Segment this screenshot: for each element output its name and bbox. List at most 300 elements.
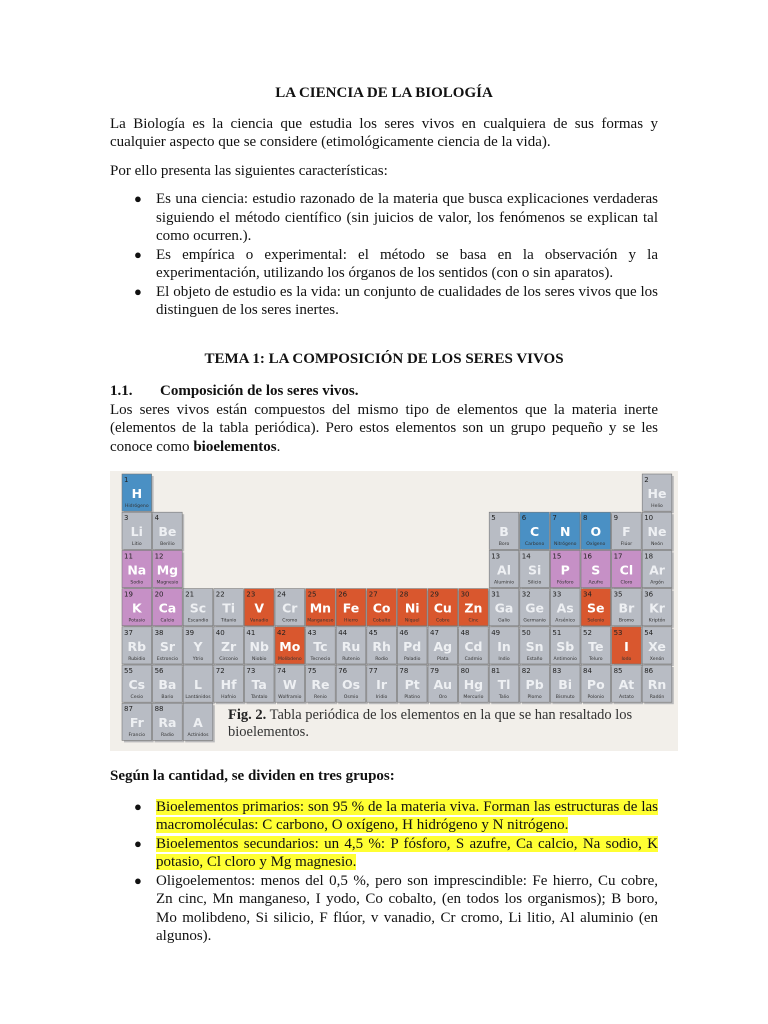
svg-text:Estaño: Estaño	[526, 656, 543, 662]
svg-text:Rutenio: Rutenio	[342, 656, 360, 662]
svg-text:Calcio: Calcio	[160, 618, 175, 624]
svg-text:Te: Te	[588, 638, 604, 654]
document-content	[110, 84, 667, 946]
svg-text:28: 28	[399, 590, 409, 599]
element-tile-Hg	[459, 665, 491, 704]
element-tile-A	[183, 703, 215, 742]
svg-text:Mo: Mo	[279, 638, 301, 654]
list-item	[134, 835, 658, 872]
bullet-icon: ●	[134, 798, 142, 814]
document-title: LA CIENCIA DE LA BIOLOGÍA	[275, 85, 493, 101]
element-tile-Po	[581, 665, 613, 704]
svg-text:F: F	[622, 524, 631, 540]
bioelementos-term: bioelementos	[193, 438, 277, 455]
element-tile-C	[520, 512, 552, 551]
svg-text:Wolframio: Wolframio	[278, 695, 302, 700]
svg-text:Argón: Argón	[650, 580, 664, 586]
svg-text:3: 3	[124, 514, 129, 523]
svg-text:88: 88	[154, 705, 164, 714]
svg-text:83: 83	[552, 667, 562, 675]
svg-text:S: S	[591, 562, 601, 578]
element-tile-Ag	[428, 627, 460, 666]
svg-text:Osmio: Osmio	[343, 695, 359, 700]
svg-text:Hf: Hf	[220, 677, 237, 692]
svg-text:Ti: Ti	[222, 600, 236, 616]
svg-text:Antimonio: Antimonio	[553, 656, 577, 662]
svg-text:42: 42	[277, 628, 286, 637]
svg-text:Ge: Ge	[525, 600, 544, 616]
svg-text:79: 79	[430, 667, 439, 675]
topic-heading: TEMA 1: LA COMPOSICIÓN DE LOS SERES VIVOS	[204, 350, 564, 367]
svg-text:Silicio: Silicio	[527, 580, 542, 586]
svg-text:V: V	[254, 600, 265, 616]
element-tile-Ga	[489, 589, 521, 628]
element-tile-Fe	[336, 589, 368, 628]
svg-text:Teluro: Teluro	[588, 656, 603, 662]
svg-text:50: 50	[521, 628, 531, 637]
svg-text:Circonio: Circonio	[219, 656, 238, 662]
svg-text:Vanadio: Vanadio	[250, 618, 269, 624]
svg-text:Rubidio: Rubidio	[128, 656, 146, 662]
svg-text:Mg: Mg	[156, 562, 179, 578]
svg-text:Escandio: Escandio	[187, 618, 209, 624]
intro-characteristics-lead: Por ello presenta las siguientes características:	[110, 162, 388, 179]
element-tile-Ir	[367, 665, 399, 704]
svg-text:Tecnecio: Tecnecio	[310, 656, 331, 662]
svg-text:Au: Au	[433, 677, 453, 692]
svg-text:44: 44	[338, 628, 348, 637]
svg-text:He: He	[647, 486, 667, 501]
element-tile-L	[183, 665, 215, 704]
svg-text:Cs: Cs	[128, 677, 146, 692]
svg-text:H: H	[131, 486, 143, 501]
svg-text:Br: Br	[618, 600, 635, 616]
svg-text:15: 15	[552, 552, 562, 561]
element-tile-Pb	[520, 665, 552, 704]
svg-text:Ar: Ar	[649, 562, 665, 578]
element-tile-Mn	[306, 589, 338, 628]
element-tile-Ba	[153, 665, 185, 704]
svg-text:Francio: Francio	[128, 733, 146, 739]
svg-text:32: 32	[521, 590, 531, 599]
svg-text:Galio: Galio	[498, 618, 510, 624]
element-tile-Au	[428, 665, 460, 704]
svg-text:54: 54	[644, 628, 654, 637]
element-tile-Ta	[244, 665, 276, 704]
svg-text:1: 1	[124, 476, 129, 484]
svg-text:Nb: Nb	[249, 638, 269, 654]
element-tile-Mo	[275, 627, 307, 666]
svg-text:Mn: Mn	[309, 600, 332, 616]
list-item: ● El objeto de estudio es la vida: un conjunto de cualidades de los seres vivos que los distinguen de los seres inertes.	[134, 283, 658, 318]
element-tile-Te	[581, 627, 613, 666]
svg-text:Hafnio: Hafnio	[221, 695, 237, 700]
svg-text:Actínidos: Actínidos	[187, 733, 209, 739]
svg-text:Fósforo: Fósforo	[556, 580, 574, 586]
svg-text:Xenón: Xenón	[649, 656, 665, 662]
svg-text:Cadmio: Cadmio	[464, 656, 483, 662]
element-tile-Ru	[336, 627, 368, 666]
svg-text:Sn: Sn	[525, 638, 544, 654]
svg-text:Plomo: Plomo	[527, 695, 542, 700]
element-tile-Ge	[520, 589, 552, 628]
element-tile-Nb	[244, 627, 276, 666]
svg-text:Bario: Bario	[161, 695, 174, 700]
svg-text:P: P	[560, 562, 570, 578]
svg-text:Fr: Fr	[129, 715, 144, 731]
element-tile-B	[489, 512, 521, 551]
element-tile-In	[489, 627, 521, 666]
svg-text:Cloro: Cloro	[620, 580, 633, 586]
svg-text:Iodo: Iodo	[621, 656, 632, 662]
svg-text:Talio: Talio	[498, 695, 510, 700]
element-tile-Rn	[642, 665, 674, 704]
svg-text:21: 21	[185, 590, 195, 599]
element-tile-Sn	[520, 627, 552, 666]
svg-text:Titanio: Titanio	[220, 618, 237, 624]
svg-text:51: 51	[552, 628, 562, 637]
svg-text:40: 40	[215, 628, 225, 637]
element-tile-K	[122, 589, 154, 628]
svg-text:Ag: Ag	[433, 638, 453, 654]
svg-text:Be: Be	[158, 524, 177, 540]
svg-text:33: 33	[552, 590, 562, 599]
element-tile-Si	[520, 550, 552, 589]
svg-text:Pb: Pb	[525, 677, 544, 692]
element-tile-S	[581, 550, 613, 589]
svg-text:48: 48	[460, 628, 470, 637]
svg-text:Pt: Pt	[404, 677, 420, 692]
svg-text:4: 4	[154, 514, 160, 523]
svg-text:Magnesio: Magnesio	[156, 580, 179, 586]
element-tile-Xe	[642, 627, 674, 666]
svg-text:8: 8	[583, 514, 588, 523]
svg-text:Fe: Fe	[342, 600, 360, 616]
svg-text:43: 43	[307, 628, 317, 637]
list-item: ● Oligoelementos: menos del 0,5 %, pero son imprescindible: Fe hierro, Cu cobre, Zn cinc, Mn manganeso, I yodo, Co cobalto, (en todos los organismos); B boro, Mo molibdeno, Si silicio, F flúor, v vanadio, Cr cromo, Li litio, Al aluminio (en algunos).	[134, 872, 658, 944]
svg-text:Ru: Ru	[341, 638, 361, 654]
bullet-icon: ●	[134, 835, 142, 851]
svg-text:Hg: Hg	[463, 677, 484, 692]
svg-text:K: K	[131, 600, 142, 616]
bullet-icon: ●	[134, 246, 142, 262]
highlighted-text: Bioelementos primarios: son 95 % de la materia viva. Forman las estructuras de las macromoléculas: C carbono, O oxígeno, H hidrógeno y N nitrógeno.	[156, 798, 658, 833]
svg-text:Cromo: Cromo	[282, 618, 298, 624]
svg-text:Si: Si	[527, 562, 542, 578]
svg-text:N: N	[559, 524, 571, 540]
element-tile-Hf	[214, 665, 246, 704]
svg-text:Ca: Ca	[158, 600, 177, 616]
element-tile-Na	[122, 550, 154, 589]
svg-text:Iridio: Iridio	[375, 695, 388, 700]
element-tile-Sc	[183, 589, 215, 628]
svg-text:Cobre: Cobre	[436, 618, 450, 624]
svg-text:Cesio: Cesio	[130, 695, 144, 700]
svg-text:Bi: Bi	[558, 677, 573, 692]
element-tile-I	[612, 627, 644, 666]
svg-text:Azufre: Azufre	[588, 580, 604, 586]
svg-text:Pd: Pd	[403, 638, 422, 654]
svg-text:10: 10	[644, 514, 654, 523]
svg-text:27: 27	[368, 590, 378, 599]
element-tile-W	[275, 665, 307, 704]
svg-text:76: 76	[338, 667, 348, 675]
element-tile-Mg	[153, 550, 185, 589]
svg-text:41: 41	[246, 628, 256, 637]
svg-text:78: 78	[399, 667, 409, 675]
svg-text:55: 55	[124, 667, 133, 675]
svg-text:87: 87	[124, 705, 133, 714]
svg-text:Ir: Ir	[376, 677, 388, 692]
highlighted-text: Bioelementos secundarios: un 4,5 %: P fósforo, S azufre, Ca calcio, Na sodio, K potasio, Cl cloro y Mg magnesio.	[156, 835, 658, 870]
svg-text:84: 84	[583, 667, 592, 675]
svg-text:Al: Al	[497, 562, 511, 578]
element-tile-Rb	[122, 627, 154, 666]
svg-text:2: 2	[644, 476, 649, 484]
svg-text:19: 19	[124, 590, 133, 599]
svg-text:47: 47	[430, 628, 439, 637]
element-tile-Al	[489, 550, 521, 589]
svg-text:Estroncio: Estroncio	[156, 656, 179, 662]
characteristics-list	[110, 190, 658, 320]
svg-text:Níquel: Níquel	[404, 618, 420, 624]
element-tile-Ti	[214, 589, 246, 628]
svg-text:6: 6	[521, 514, 527, 523]
svg-text:Ne: Ne	[647, 524, 667, 540]
svg-text:Ra: Ra	[158, 715, 177, 731]
svg-text:45: 45	[368, 628, 378, 637]
element-tile-F	[612, 512, 644, 551]
element-tile-Sb	[550, 627, 582, 666]
svg-text:Germanio: Germanio	[523, 618, 546, 624]
svg-text:74: 74	[277, 667, 286, 675]
element-tile-Tc	[306, 627, 338, 666]
svg-text:20: 20	[154, 590, 164, 599]
svg-text:Hidrógeno: Hidrógeno	[124, 504, 149, 509]
svg-text:Tc: Tc	[313, 638, 328, 654]
element-tile-Zr	[214, 627, 246, 666]
svg-text:81: 81	[491, 667, 501, 675]
svg-text:Bismuto: Bismuto	[555, 695, 575, 700]
svg-text:Lantánidos: Lantánidos	[185, 695, 211, 700]
groups-heading: Según la cantidad, se dividen en tres grupos:	[110, 768, 395, 784]
svg-text:Cl: Cl	[619, 562, 634, 578]
element-tile-Y	[183, 627, 215, 666]
element-tile-Os	[336, 665, 368, 704]
svg-text:B: B	[499, 524, 509, 540]
svg-text:Boro: Boro	[498, 542, 510, 548]
figure-caption: Fig. 2. Tabla periódica de los elementos en la que se han resaltado los bioelementos.	[228, 707, 633, 740]
svg-text:Arsénico: Arsénico	[555, 618, 576, 624]
svg-text:Li: Li	[130, 524, 143, 540]
svg-text:Sr: Sr	[159, 638, 175, 654]
svg-text:Tántalo: Tántalo	[250, 695, 268, 700]
svg-text:56: 56	[154, 667, 164, 675]
svg-text:Berilio: Berilio	[160, 542, 175, 548]
svg-text:Radón: Radón	[649, 695, 665, 700]
svg-text:Zr: Zr	[220, 638, 237, 654]
svg-text:Cd: Cd	[464, 638, 483, 654]
bullet-icon: ●	[134, 283, 142, 299]
element-tile-Li	[122, 512, 154, 551]
svg-text:11: 11	[124, 552, 133, 561]
element-tile-Tl	[489, 665, 521, 704]
element-tile-Pd	[397, 627, 429, 666]
element-tile-Se	[581, 589, 613, 628]
svg-text:Rh: Rh	[372, 638, 391, 654]
svg-text:35: 35	[613, 590, 623, 599]
svg-text:I: I	[624, 638, 629, 654]
periodic-table-figure	[110, 471, 678, 751]
svg-text:Rb: Rb	[127, 638, 147, 654]
svg-text:Neón: Neón	[651, 542, 663, 548]
svg-text:7: 7	[552, 514, 557, 523]
svg-text:Cr: Cr	[282, 600, 298, 616]
list-item	[134, 798, 658, 835]
list-item: ● Es una ciencia: estudio razonado de la materia que busca explicaciones verdaderas siguiendo el método científico (sin juicios de valor, los fenómenos se explican tal como ocurren.).	[134, 191, 658, 244]
svg-text:73: 73	[246, 667, 256, 675]
svg-text:14: 14	[521, 552, 531, 561]
element-tile-Re	[306, 665, 338, 704]
section-paragraph: Los seres vivos están compuestos del mismo tipo de elementos que la materia inerte (elementos de la tabla periódica). Pero estos elementos son un grupo pequeño y se les conoce como bioelementos.	[110, 401, 658, 455]
svg-text:Kriptón: Kriptón	[648, 618, 666, 624]
svg-text:5: 5	[491, 514, 496, 523]
svg-text:At: At	[618, 677, 635, 692]
svg-text:30: 30	[460, 590, 470, 599]
svg-text:Ta: Ta	[251, 677, 267, 692]
groups-list	[110, 798, 658, 946]
svg-text:Renio: Renio	[313, 695, 327, 700]
svg-text:Cobalto: Cobalto	[372, 618, 391, 624]
svg-text:Ba: Ba	[158, 677, 177, 692]
svg-text:Na: Na	[127, 562, 147, 578]
svg-text:23: 23	[246, 590, 256, 599]
bullet-icon: ●	[134, 191, 142, 206]
svg-text:12: 12	[154, 552, 164, 561]
element-tile-Fr	[122, 703, 154, 742]
section-title: Composición de los seres vivos.	[160, 383, 359, 399]
bullet-icon: ●	[134, 872, 142, 888]
svg-text:53: 53	[613, 628, 623, 637]
element-tile-Ra	[153, 703, 185, 742]
svg-text:82: 82	[521, 667, 531, 675]
svg-text:Sc: Sc	[189, 600, 207, 616]
svg-text:22: 22	[215, 590, 225, 599]
svg-text:O: O	[590, 524, 602, 540]
svg-text:Co: Co	[372, 600, 391, 616]
svg-text:17: 17	[613, 552, 623, 561]
svg-text:Astato: Astato	[619, 695, 634, 700]
svg-text:37: 37	[124, 628, 133, 637]
svg-text:34: 34	[583, 590, 592, 599]
svg-text:Xe: Xe	[648, 638, 666, 654]
svg-text:Paladio: Paladio	[403, 656, 421, 662]
svg-text:52: 52	[583, 628, 592, 637]
intro-paragraph: La Biología es la ciencia que estudia los seres vivos en cualquiera de sus formas y cualquier aspecto que se considere (etimológicamente ciencia de la vida).	[110, 115, 658, 150]
svg-text:Molibdeno: Molibdeno	[277, 656, 302, 662]
element-tile-O	[581, 512, 613, 551]
element-tile-Ar	[642, 550, 674, 589]
element-tile-As	[550, 589, 582, 628]
element-tile-N	[550, 512, 582, 551]
element-tile-Ca	[153, 589, 185, 628]
svg-text:Plata: Plata	[437, 656, 449, 662]
svg-text:As: As	[556, 600, 574, 616]
svg-text:Aluminio: Aluminio	[493, 580, 515, 586]
element-tile-Cl	[612, 550, 644, 589]
svg-text:Mercurio: Mercurio	[463, 695, 484, 700]
svg-text:31: 31	[491, 590, 501, 599]
svg-text:Helio: Helio	[651, 504, 663, 509]
svg-text:25: 25	[307, 590, 317, 599]
element-tile-Kr	[642, 589, 674, 628]
svg-text:Ga: Ga	[494, 600, 514, 616]
svg-text:49: 49	[491, 628, 501, 637]
element-tile-Zn	[459, 589, 491, 628]
element-tile-Cu	[428, 589, 460, 628]
svg-text:C: C	[530, 524, 540, 540]
svg-text:Platino: Platino	[404, 695, 421, 700]
svg-text:In: In	[497, 638, 511, 654]
svg-text:Ni: Ni	[404, 600, 420, 616]
svg-text:L: L	[194, 677, 202, 692]
svg-text:Kr: Kr	[649, 600, 665, 616]
element-tile-Cs	[122, 665, 154, 704]
element-tile-Be	[153, 512, 185, 551]
svg-text:72: 72	[215, 667, 225, 675]
svg-text:A: A	[193, 715, 203, 731]
svg-text:Radio: Radio	[160, 733, 174, 739]
svg-text:Zn: Zn	[464, 600, 483, 616]
svg-text:36: 36	[644, 590, 654, 599]
element-tile-Br	[612, 589, 644, 628]
element-tile-Ne	[642, 512, 674, 551]
svg-text:Re: Re	[311, 677, 330, 692]
element-tile-Pt	[397, 665, 429, 704]
element-tile-Ni	[397, 589, 429, 628]
svg-text:Ytrio: Ytrio	[192, 656, 204, 662]
svg-text:Bromo: Bromo	[618, 618, 634, 624]
element-tile-At	[612, 665, 644, 704]
svg-text:9: 9	[613, 514, 619, 523]
svg-text:24: 24	[277, 590, 286, 599]
svg-text:16: 16	[583, 552, 592, 561]
section-heading	[110, 382, 658, 401]
svg-text:80: 80	[460, 667, 470, 675]
element-tile-Bi	[550, 665, 582, 704]
svg-text:29: 29	[430, 590, 439, 599]
list-item: ● Es empírica o experimental: el método se basa en la observación y la experimentación, utilizando los órganos de los sentidos (con o sin aparatos).	[134, 246, 658, 281]
svg-text:86: 86	[644, 667, 654, 675]
svg-text:39: 39	[185, 628, 195, 637]
section-number: 1.1.	[110, 383, 133, 399]
svg-text:Se: Se	[587, 600, 605, 616]
element-tile-Co	[367, 589, 399, 628]
svg-text:75: 75	[307, 667, 317, 675]
svg-text:Cinc: Cinc	[468, 618, 479, 624]
svg-text:Sb: Sb	[556, 638, 575, 654]
svg-text:18: 18	[644, 552, 654, 561]
svg-text:Indio: Indio	[498, 656, 510, 662]
svg-text:Oro: Oro	[438, 695, 447, 700]
element-tile-Cr	[275, 589, 307, 628]
svg-text:W: W	[282, 677, 297, 692]
svg-text:Rodio: Rodio	[375, 656, 389, 662]
element-tile-H	[122, 474, 154, 513]
svg-text:Niobio: Niobio	[251, 656, 267, 662]
svg-text:Nitrógeno: Nitrógeno	[553, 542, 577, 548]
element-tile-V	[244, 589, 276, 628]
